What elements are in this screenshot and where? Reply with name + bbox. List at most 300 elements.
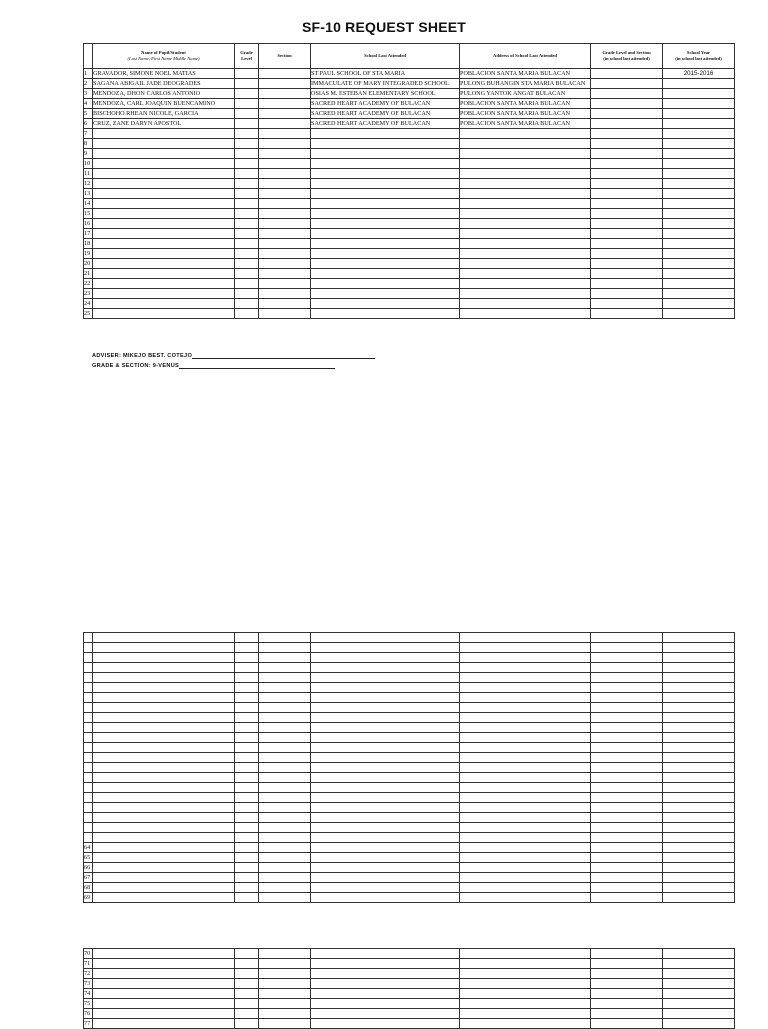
- grade-section-cell: [591, 863, 663, 873]
- student-name: [93, 763, 235, 773]
- table-row: [84, 813, 735, 823]
- school-address: [460, 229, 591, 239]
- section-cell: [259, 269, 311, 279]
- row-number: 68: [84, 883, 93, 893]
- school-address: [460, 189, 591, 199]
- student-name: [93, 643, 235, 653]
- student-name: [93, 843, 235, 853]
- grade-level-cell: [235, 643, 259, 653]
- grade-level-cell: [235, 723, 259, 733]
- school-year-cell: [663, 159, 735, 169]
- grade-level-cell: [235, 763, 259, 773]
- table-row: [84, 189, 735, 199]
- row-number: 74: [84, 989, 93, 999]
- table-row: [84, 229, 735, 239]
- school-address: [460, 159, 591, 169]
- grade-section-cell: [591, 883, 663, 893]
- table-row: [84, 863, 735, 873]
- section-cell: [259, 199, 311, 209]
- section-cell: [259, 843, 311, 853]
- grade-level-cell: [235, 853, 259, 863]
- row-number: 12: [84, 179, 93, 189]
- grade-section-cell: [591, 269, 663, 279]
- school-address: [460, 219, 591, 229]
- student-name: [93, 673, 235, 683]
- school-last-attended: [311, 149, 460, 159]
- grade-level-cell: [235, 863, 259, 873]
- row-number: 77: [84, 1019, 93, 1029]
- student-name: [93, 703, 235, 713]
- school-year-cell: [663, 169, 735, 179]
- school-last-attended: [311, 179, 460, 189]
- student-name: [93, 229, 235, 239]
- section-cell: [259, 873, 311, 883]
- school-last-attended: [311, 843, 460, 853]
- table-row: [84, 763, 735, 773]
- section-cell: [259, 1009, 311, 1019]
- school-year-cell: [663, 693, 735, 703]
- grade-section-cell: [591, 969, 663, 979]
- school-year-cell: [663, 149, 735, 159]
- table-row: [84, 803, 735, 813]
- student-name: SAGANA ABIGAIL JADE DEOGRADES: [93, 79, 235, 89]
- student-name: [93, 199, 235, 209]
- grade-level-cell: [235, 169, 259, 179]
- row-number: 3: [84, 89, 93, 99]
- grade-section-cell: [591, 109, 663, 119]
- grade-section-cell: [591, 69, 663, 79]
- school-year-cell: [663, 883, 735, 893]
- grade-level-cell: [235, 753, 259, 763]
- request-table: [83, 43, 735, 319]
- section-cell: [259, 259, 311, 269]
- school-year-cell: [663, 209, 735, 219]
- grade-level-cell: [235, 129, 259, 139]
- school-last-attended: [311, 713, 460, 723]
- grade-section-cell: [591, 713, 663, 723]
- school-last-attended: [311, 683, 460, 693]
- grade-section-cell: [591, 259, 663, 269]
- school-address: [460, 663, 591, 673]
- grade-section-cell: [591, 959, 663, 969]
- school-address: [460, 793, 591, 803]
- school-address: [460, 209, 591, 219]
- grade-section-cell: [591, 803, 663, 813]
- student-name: [93, 169, 235, 179]
- school-last-attended: [311, 793, 460, 803]
- table-row: [84, 79, 735, 89]
- student-name: GRAVADOR, SIMONE NOEL MATIAS: [93, 69, 235, 79]
- school-last-attended: [311, 289, 460, 299]
- table-row: [84, 239, 735, 249]
- section-cell: [259, 989, 311, 999]
- row-number: 73: [84, 979, 93, 989]
- row-number: 17: [84, 229, 93, 239]
- student-name: [93, 893, 235, 903]
- school-year-cell: [663, 259, 735, 269]
- school-year-cell: [663, 249, 735, 259]
- table-header-row: [84, 44, 735, 69]
- table-row: [84, 199, 735, 209]
- school-address: PULONG BUHANGIN STA MARIA BULACAN: [460, 79, 591, 89]
- school-address: PULONG YANTOK ANGAT BULACAN: [460, 89, 591, 99]
- school-address: [460, 949, 591, 959]
- table-row: [84, 693, 735, 703]
- school-last-attended: [311, 169, 460, 179]
- student-name: [93, 793, 235, 803]
- header-grade: Grade Level: [235, 44, 259, 69]
- grade-level-cell: [235, 69, 259, 79]
- school-address: [460, 653, 591, 663]
- row-number: 24: [84, 299, 93, 309]
- section-cell: [259, 663, 311, 673]
- row-number: [84, 663, 93, 673]
- grade-section-cell: [591, 99, 663, 109]
- school-year-cell: [663, 743, 735, 753]
- grade-section-cell: [591, 229, 663, 239]
- row-number: 67: [84, 873, 93, 883]
- section-cell: [259, 99, 311, 109]
- grade-level-cell: [235, 209, 259, 219]
- table-row: [84, 949, 735, 959]
- grade-section-cell: [591, 643, 663, 653]
- school-year-cell: [663, 873, 735, 883]
- section-cell: [259, 743, 311, 753]
- school-address: [460, 289, 591, 299]
- student-name: [93, 129, 235, 139]
- student-name: [93, 833, 235, 843]
- student-name: [93, 139, 235, 149]
- school-address: [460, 873, 591, 883]
- school-address: [460, 893, 591, 903]
- school-year-cell: [663, 959, 735, 969]
- school-year-cell: [663, 673, 735, 683]
- row-number: 9: [84, 149, 93, 159]
- grade-section-cell: [591, 673, 663, 683]
- grade-section-cell: [591, 149, 663, 159]
- school-address: [460, 199, 591, 209]
- school-address: [460, 703, 591, 713]
- school-year-cell: [663, 129, 735, 139]
- grade-level-cell: [235, 249, 259, 259]
- school-last-attended: [311, 883, 460, 893]
- student-name: [93, 653, 235, 663]
- header-address: Address of School Last Attended: [460, 44, 591, 69]
- table-row: [84, 309, 735, 319]
- section-cell: [259, 219, 311, 229]
- school-address: [460, 979, 591, 989]
- section-cell: [259, 753, 311, 763]
- school-last-attended: [311, 969, 460, 979]
- section-cell: [259, 783, 311, 793]
- grade-level-cell: [235, 999, 259, 1009]
- grade-level-cell: [235, 79, 259, 89]
- school-address: [460, 803, 591, 813]
- grade-section-cell: [591, 893, 663, 903]
- grade-section-cell: [591, 753, 663, 763]
- row-number: [84, 713, 93, 723]
- section-cell: [259, 979, 311, 989]
- school-year-cell: [663, 803, 735, 813]
- school-year-cell: [663, 683, 735, 693]
- student-name: [93, 663, 235, 673]
- school-year-cell: [663, 229, 735, 239]
- section-cell: [259, 969, 311, 979]
- student-name: [93, 289, 235, 299]
- grade-section-line: [92, 362, 335, 369]
- school-last-attended: [311, 873, 460, 883]
- school-address: [460, 743, 591, 753]
- section-cell: [259, 693, 311, 703]
- student-name: [93, 959, 235, 969]
- school-year-cell: [663, 219, 735, 229]
- row-number: [84, 813, 93, 823]
- school-last-attended: [311, 643, 460, 653]
- section-cell: [259, 823, 311, 833]
- grade-section-cell: [591, 843, 663, 853]
- student-name: MENDOZA, CARL JOAQUIN BUENCAMINO: [93, 99, 235, 109]
- school-address: [460, 683, 591, 693]
- school-address: [460, 833, 591, 843]
- school-year-cell: [663, 1009, 735, 1019]
- school-year-cell: 2015-2016: [663, 69, 735, 79]
- school-address: [460, 693, 591, 703]
- school-last-attended: [311, 673, 460, 683]
- page-title: SF-10 REQUEST SHEET: [301, 19, 467, 35]
- table-row: [84, 1009, 735, 1019]
- section-cell: [259, 279, 311, 289]
- section-cell: [259, 863, 311, 873]
- school-last-attended: [311, 199, 460, 209]
- school-year-cell: [663, 823, 735, 833]
- grade-section-cell: [591, 793, 663, 803]
- row-number: 4: [84, 99, 93, 109]
- row-number: 75: [84, 999, 93, 1009]
- row-number: 72: [84, 969, 93, 979]
- row-number: 16: [84, 219, 93, 229]
- student-name: [93, 219, 235, 229]
- grade-section-cell: [591, 169, 663, 179]
- adviser-line: [92, 352, 375, 359]
- grade-level-cell: [235, 653, 259, 663]
- student-name: [93, 753, 235, 763]
- section-cell: [259, 239, 311, 249]
- school-last-attended: [311, 703, 460, 713]
- school-year-cell: [663, 139, 735, 149]
- table-row: [84, 713, 735, 723]
- grade-section-cell: [591, 813, 663, 823]
- table-row: [84, 979, 735, 989]
- table-row: [84, 893, 735, 903]
- row-number: 23: [84, 289, 93, 299]
- school-year-cell: [663, 843, 735, 853]
- school-address: POBLACION SANTA MARIA BULACAN: [460, 69, 591, 79]
- row-number: 15: [84, 209, 93, 219]
- table-row: [84, 773, 735, 783]
- section-cell: [259, 713, 311, 723]
- school-year-cell: [663, 633, 735, 643]
- school-year-cell: [663, 179, 735, 189]
- section-cell: [259, 169, 311, 179]
- school-last-attended: [311, 853, 460, 863]
- row-number: 65: [84, 853, 93, 863]
- school-address: [460, 853, 591, 863]
- school-last-attended: [311, 239, 460, 249]
- school-last-attended: [311, 803, 460, 813]
- table-row: [84, 169, 735, 179]
- student-name: [93, 803, 235, 813]
- school-last-attended: [311, 733, 460, 743]
- grade-section-cell: [591, 239, 663, 249]
- table-row: [84, 279, 735, 289]
- school-address: [460, 1009, 591, 1019]
- table-row: [84, 783, 735, 793]
- header-number: [84, 44, 93, 69]
- table-row: [84, 179, 735, 189]
- row-number: 8: [84, 139, 93, 149]
- section-cell: [259, 69, 311, 79]
- grade-section-cell: [591, 873, 663, 883]
- header-name: Name of Pupil/Student (Last Name, First Name Middle Name): [93, 44, 235, 69]
- school-address: [460, 843, 591, 853]
- row-number: 2: [84, 79, 93, 89]
- row-number: [84, 763, 93, 773]
- grade-section-cell: [591, 989, 663, 999]
- grade-section-cell: [591, 219, 663, 229]
- section-cell: [259, 703, 311, 713]
- row-number: [84, 653, 93, 663]
- section-cell: [259, 793, 311, 803]
- grade-level-cell: [235, 713, 259, 723]
- school-last-attended: [311, 999, 460, 1009]
- school-address: [460, 723, 591, 733]
- row-number: 18: [84, 239, 93, 249]
- grade-level-cell: [235, 873, 259, 883]
- school-last-attended: [311, 989, 460, 999]
- table-row: [84, 653, 735, 663]
- grade-level-cell: [235, 733, 259, 743]
- student-name: [93, 259, 235, 269]
- table-row: [84, 753, 735, 763]
- school-year-cell: [663, 653, 735, 663]
- school-year-cell: [663, 999, 735, 1009]
- grade-section-cell: [591, 199, 663, 209]
- student-name: [93, 309, 235, 319]
- section-cell: [259, 119, 311, 129]
- table-row: [84, 89, 735, 99]
- section-cell: [259, 723, 311, 733]
- school-last-attended: [311, 653, 460, 663]
- school-address: [460, 959, 591, 969]
- student-name: [93, 989, 235, 999]
- student-name: [93, 969, 235, 979]
- school-address: [460, 309, 591, 319]
- school-last-attended: [311, 229, 460, 239]
- row-number: 10: [84, 159, 93, 169]
- section-cell: [259, 949, 311, 959]
- grade-level-cell: [235, 823, 259, 833]
- grade-level-cell: [235, 979, 259, 989]
- grade-level-cell: [235, 969, 259, 979]
- grade-level-cell: [235, 773, 259, 783]
- school-address: [460, 249, 591, 259]
- student-name: [93, 683, 235, 693]
- grade-section-cell: [591, 633, 663, 643]
- grade-level-cell: [235, 883, 259, 893]
- school-year-cell: [663, 979, 735, 989]
- table-row: [84, 119, 735, 129]
- school-year-cell: [663, 119, 735, 129]
- school-year-cell: [663, 969, 735, 979]
- grade-section-cell: [591, 309, 663, 319]
- section-cell: [259, 229, 311, 239]
- grade-section-cell: [591, 693, 663, 703]
- section-cell: [259, 299, 311, 309]
- row-number: [84, 773, 93, 783]
- school-last-attended: [311, 813, 460, 823]
- school-year-cell: [663, 79, 735, 89]
- school-last-attended: [311, 633, 460, 643]
- student-name: [93, 733, 235, 743]
- school-year-cell: [663, 663, 735, 673]
- grade-level-cell: [235, 843, 259, 853]
- row-number: [84, 633, 93, 643]
- grade-level-cell: [235, 89, 259, 99]
- school-year-cell: [663, 793, 735, 803]
- school-last-attended: SACRED HEART ACADEMY OF BULACAN: [311, 119, 460, 129]
- student-name: [93, 979, 235, 989]
- grade-section-cell: [591, 663, 663, 673]
- table-row: [84, 673, 735, 683]
- row-number: 25: [84, 309, 93, 319]
- grade-level-cell: [235, 309, 259, 319]
- school-last-attended: [311, 959, 460, 969]
- school-last-attended: [311, 249, 460, 259]
- student-name: [93, 179, 235, 189]
- school-last-attended: [311, 189, 460, 199]
- school-last-attended: SACRED HEART ACADEMY OF BULACAN: [311, 109, 460, 119]
- grade-section-cell: [591, 189, 663, 199]
- student-name: [93, 813, 235, 823]
- section-cell: [259, 309, 311, 319]
- section-cell: [259, 89, 311, 99]
- table-row: [84, 683, 735, 693]
- grade-level-cell: [235, 673, 259, 683]
- grade-section-cell: [591, 129, 663, 139]
- table-row: [84, 159, 735, 169]
- school-last-attended: IMMACULATE OF MARY INTEGRADED SCHOOL: [311, 79, 460, 89]
- student-name: [93, 1009, 235, 1019]
- school-year-cell: [663, 199, 735, 209]
- grade-section-cell: [591, 833, 663, 843]
- header-school-year: School Year (in school last attended): [663, 44, 735, 69]
- school-address: POBLACION SANTA MARIA BULACAN: [460, 99, 591, 109]
- school-last-attended: [311, 949, 460, 959]
- school-address: [460, 823, 591, 833]
- section-cell: [259, 893, 311, 903]
- grade-level-cell: [235, 239, 259, 249]
- student-name: [93, 723, 235, 733]
- school-year-cell: [663, 299, 735, 309]
- section-cell: [259, 109, 311, 119]
- grade-section-cell: [591, 823, 663, 833]
- school-address: [460, 813, 591, 823]
- table-row: [84, 99, 735, 109]
- student-name: [93, 159, 235, 169]
- row-number: [84, 743, 93, 753]
- school-year-cell: [663, 239, 735, 249]
- section-cell: [259, 179, 311, 189]
